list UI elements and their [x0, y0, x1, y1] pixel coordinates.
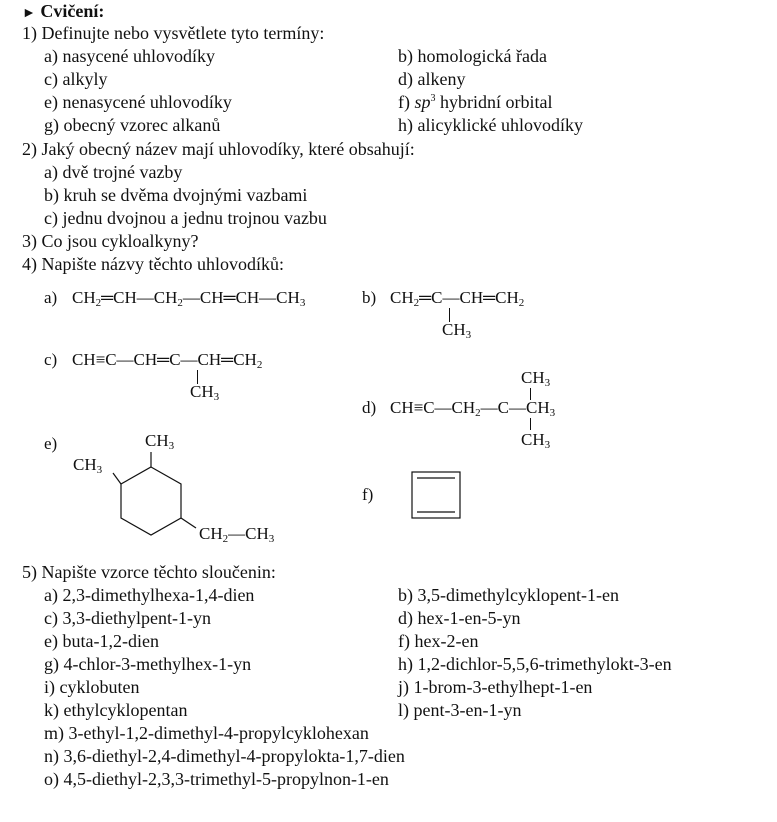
- q1-item-h: h) alicyklické uhlovodíky: [398, 115, 583, 135]
- cyclobutene-ring: [408, 467, 464, 523]
- q1-item-d: d) alkeny: [398, 69, 466, 89]
- formula-e-ethyl: $CH_2—CH_3$: [199, 524, 275, 545]
- formula-d-bottom: $CH_3$: [521, 430, 551, 451]
- question-3: 3) Co jsou cykloalkyny?: [22, 231, 199, 251]
- q2-item-c: c) jednu dvojnou a jednu trojnou vazbu: [44, 208, 327, 228]
- q1-item-f-sup: 3: [430, 93, 436, 104]
- formula-b-substituent: $CH_3$: [442, 320, 472, 341]
- q1-item-b: b) homologická řada: [398, 46, 547, 66]
- q5-item-l: l) pent-3-en-1-yn: [398, 700, 522, 720]
- q5-item-i: i) cyklobuten: [44, 677, 140, 697]
- q5-item-k: k) ethylcyklopentan: [44, 700, 188, 720]
- q4-label-c: c): [44, 350, 58, 369]
- question-2: 2) Jaký obecný název mají uhlovodíky, které obsahují:: [22, 139, 415, 159]
- q5-item-a: a) 2,3-dimethylhexa-1,4-dien: [44, 585, 255, 605]
- q4-label-a: a): [44, 288, 58, 307]
- q2-item-b: b) kruh se dvěma dvojnými vazbami: [44, 185, 308, 205]
- q5-item-h: h) 1,2-dichlor-5,5,6-trimethylokt-3-en: [398, 654, 672, 674]
- q1-item-f-suffix: hybridní orbital: [435, 92, 553, 112]
- q5-item-o: o) 4,5-diethyl-2,3,3-trimethyl-5-propylnon-1-en: [44, 769, 389, 789]
- question-4: 4) Napište názvy těchto uhlovodíků:: [22, 254, 284, 274]
- q1-item-f-prefix: f): [398, 92, 415, 112]
- formula-a: $CH_2═CH—CH_2—CH═CH—CH_3$: [72, 288, 306, 309]
- q4-label-f: f): [362, 485, 374, 504]
- question-5: 5) Napište vzorce těchto sloučenin:: [22, 562, 276, 582]
- q5-item-g: g) 4-chlor-3-methylhex-1-yn: [44, 654, 252, 674]
- formula-e-methyl-left: $CH_3$: [73, 455, 103, 476]
- q5-item-n: n) 3,6-diethyl-2,4-dimethyl-4-propylokta-1,7-dien: [44, 746, 405, 766]
- formula-d: $CH\equiv C—CH_2—C—CH_3$: [390, 398, 556, 419]
- q5-item-d: d) hex-1-en-5-yn: [398, 608, 521, 628]
- formula-c: $CH\equiv C—CH═C—CH═CH_2$: [72, 350, 263, 371]
- q5-item-m: m) 3-ethyl-1,2-dimethyl-4-propylcyklohexan: [44, 723, 369, 743]
- q1-item-f: [398, 91, 553, 113]
- arrow-icon: ►: [22, 6, 36, 21]
- question-1: 1) Definujte nebo vysvětlete tyto termíny:: [22, 23, 325, 43]
- q1-item-f-sp: sp: [414, 92, 431, 112]
- q5-item-f: f) hex-2-en: [398, 631, 479, 651]
- q4-label-b: b): [362, 288, 377, 307]
- q1-item-a: a) nasycené uhlovodíky: [44, 46, 215, 66]
- q2-item-a: a) dvě trojné vazby: [44, 162, 183, 182]
- q1-item-c: c) alkyly: [44, 69, 108, 89]
- formula-e-methyl-top: $CH_3$: [145, 431, 175, 452]
- q5-item-j: j) 1-brom-3-ethylhept-1-en: [398, 677, 593, 697]
- formula-d-top: $CH_3$: [521, 368, 551, 389]
- q1-item-g: g) obecný vzorec alkanů: [44, 115, 221, 135]
- q1-item-e: e) nenasycené uhlovodíky: [44, 92, 232, 112]
- q5-item-b: b) 3,5-dimethylcyklopent-1-en: [398, 585, 619, 605]
- q5-item-e: e) buta-1,2-dien: [44, 631, 159, 651]
- q5-item-c: c) 3,3-diethylpent-1-yn: [44, 608, 211, 628]
- formula-b: $CH_2═C—CH═CH_2$: [390, 288, 525, 309]
- bond-line: [530, 418, 531, 430]
- formula-c-substituent: $CH_3$: [190, 382, 220, 403]
- heading-text: Cvičení:: [40, 1, 105, 21]
- q4-label-d: d): [362, 398, 377, 417]
- group-ch2: $CH_2$: [72, 288, 102, 309]
- q4-label-e: e): [44, 434, 58, 453]
